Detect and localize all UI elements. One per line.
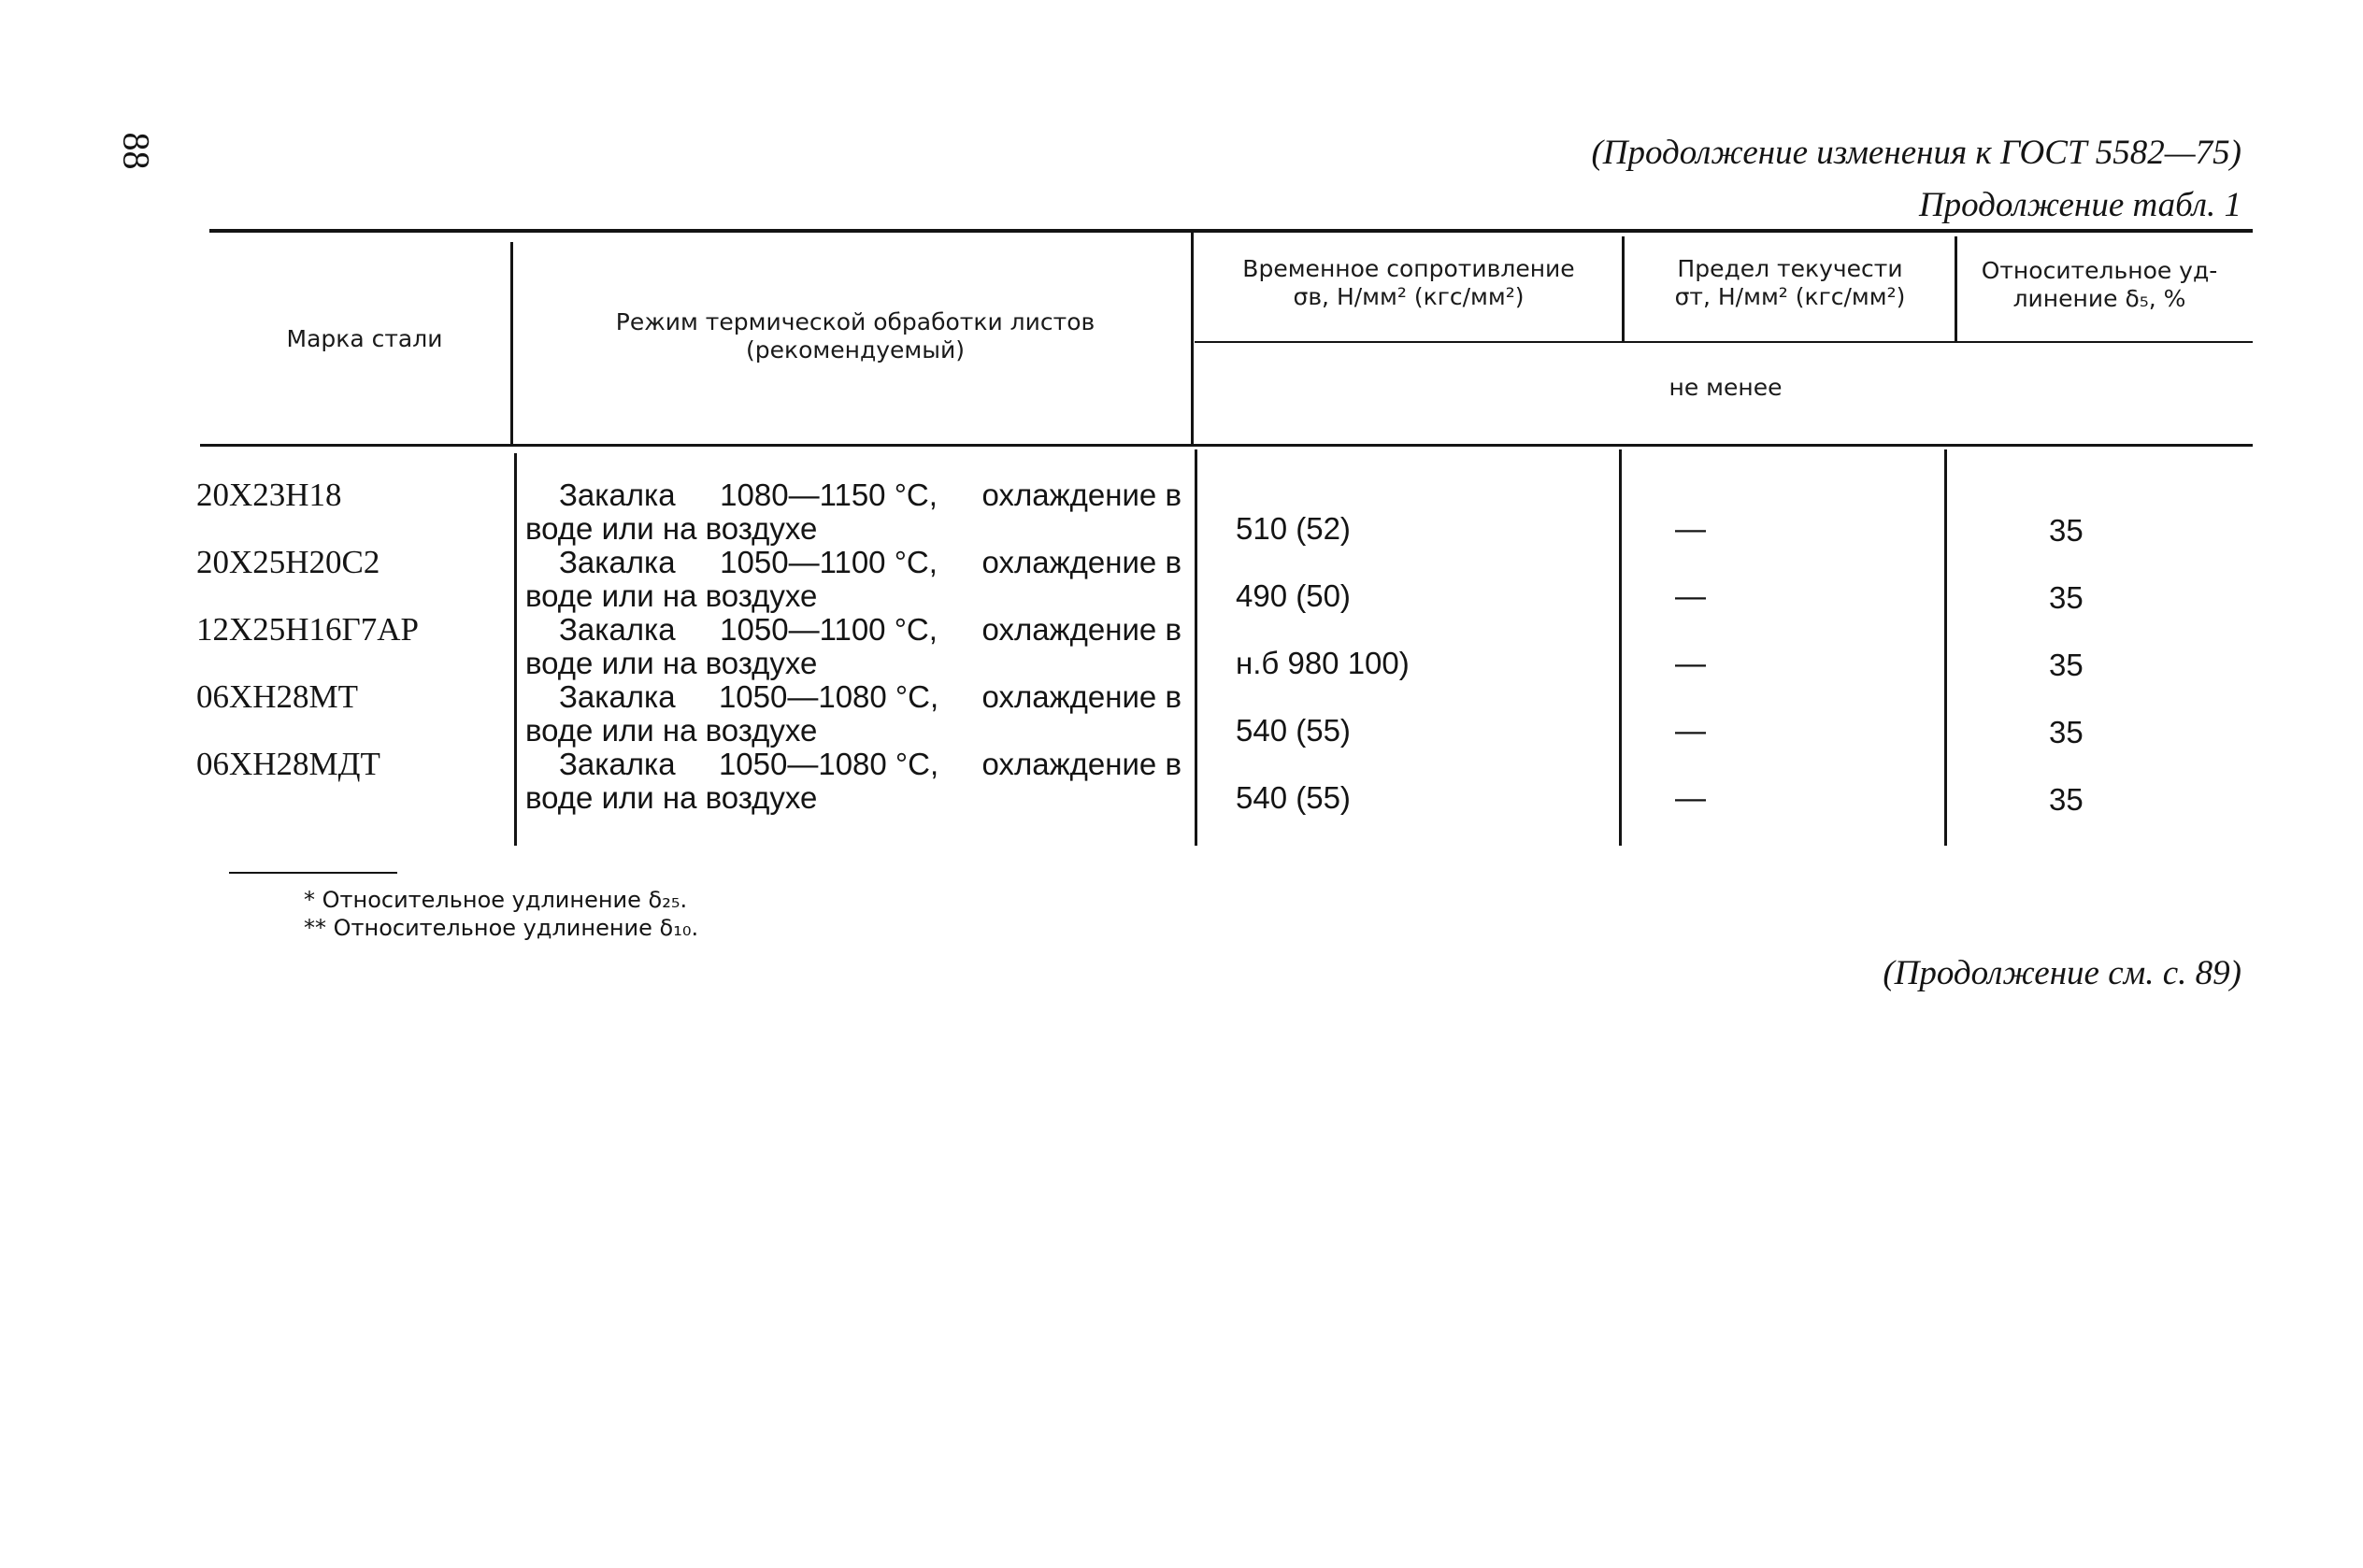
col-divider-3 <box>1622 236 1625 341</box>
row-2-tensile: 490 (50) <box>1236 578 1351 613</box>
header-tensile-line2: σв, Н/мм² (кгс/мм²) <box>1293 283 1525 310</box>
row-4-mode-line1 <box>525 680 1182 714</box>
header-elongation-line2: линение δ₅, % <box>2012 285 2186 312</box>
row-1-mode-b: 1080—1150 °С, <box>720 478 938 512</box>
row-1-tensile: 510 (52) <box>1236 511 1351 546</box>
row-2-elongation: 35 <box>2049 580 2084 615</box>
continuation-header: (Продолжение изменения к ГОСТ 5582—75) <box>1591 134 2241 172</box>
row-1-mode-line1 <box>525 478 1182 512</box>
row-3-elongation: 35 <box>2049 648 2084 682</box>
header-yield-line1: Предел текучести <box>1677 255 1903 282</box>
row-1-mode <box>525 478 1182 546</box>
row-1-grade: 20Х23Н18 <box>196 477 342 513</box>
row-5-mode-c: охлаждение в <box>981 747 1182 781</box>
header-mode-line2: (рекомендуемый) <box>745 336 966 363</box>
row-2-mode-b: 1050—1100 °С, <box>720 545 938 579</box>
row-3-mode-c: охлаждение в <box>981 612 1182 647</box>
header-mode-line1: Режим термической обработки листов <box>615 308 1096 335</box>
header-not-less-text: не менее <box>1668 374 1783 401</box>
table-top-rule <box>209 229 2253 233</box>
header-bottom-rule <box>200 444 2253 447</box>
row-1-yield: — <box>1675 511 1706 546</box>
steel-properties-table <box>196 229 2243 855</box>
row-3-mode <box>525 613 1182 680</box>
row-2-yield: — <box>1675 578 1706 613</box>
body-divider-2 <box>1195 449 1197 846</box>
header-elongation-line1: Относительное уд- <box>1981 257 2218 284</box>
row-1-elongation: 35 <box>2049 513 2084 548</box>
body-divider-4 <box>1944 449 1947 846</box>
header-tensile-line1: Временное сопротивление <box>1242 255 1575 282</box>
row-4-elongation: 35 <box>2049 715 2084 749</box>
table-continuation-label: Продолжение табл. 1 <box>1918 186 2241 224</box>
row-2-mode-line1 <box>525 546 1182 579</box>
row-4-mode <box>525 680 1182 748</box>
body-divider-3 <box>1619 449 1622 846</box>
col-divider-4 <box>1955 236 1957 341</box>
row-5-mode-line2: воде или на воздухе <box>525 780 818 815</box>
header-sub-rule <box>1195 341 2253 343</box>
row-2-mode-c: охлаждение в <box>981 545 1182 579</box>
row-4-yield: — <box>1675 713 1706 748</box>
row-5-grade: 06ХН28МДТ <box>196 746 380 782</box>
page-number: 88 <box>115 132 158 170</box>
row-5-mode-b: 1050—1080 °С, <box>718 747 939 781</box>
header-grade <box>215 325 514 353</box>
row-5-mode-line1 <box>525 748 1182 781</box>
row-3-mode-b: 1050—1100 °С, <box>720 612 938 647</box>
row-4-tensile: 540 (55) <box>1236 713 1351 748</box>
row-5-tensile: 540 (55) <box>1236 780 1351 815</box>
row-4-mode-line2: воде или на воздухе <box>525 713 818 748</box>
row-4-mode-a: Закалка <box>559 679 676 714</box>
row-4-mode-b: 1050—1080 °С, <box>718 679 939 714</box>
row-2-mode-a: Закалка <box>559 545 676 579</box>
header-yield <box>1626 255 1954 311</box>
row-4-grade: 06ХН28МТ <box>196 678 359 715</box>
row-1-mode-a: Закалка <box>559 478 676 512</box>
row-2-mode-line2: воде или на воздухе <box>525 578 818 613</box>
row-3-mode-line2: воде или на воздухе <box>525 646 818 680</box>
row-3-mode-a: Закалка <box>559 612 676 647</box>
row-5-yield: — <box>1675 780 1706 815</box>
row-1-mode-c: охлаждение в <box>981 478 1182 512</box>
footnote-divider <box>229 872 397 874</box>
footnote-2: ** Относительное удлинение δ₁₀. <box>304 915 699 941</box>
header-not-less <box>1198 374 2253 402</box>
header-grade-text: Марка стали <box>286 325 443 352</box>
continuation-note: (Продолжение см. с. 89) <box>1883 954 2241 992</box>
row-5-mode <box>525 748 1182 815</box>
row-3-yield: — <box>1675 646 1706 680</box>
row-1-mode-line2: воде или на воздухе <box>525 511 818 546</box>
row-2-grade: 20Х25Н20С2 <box>196 544 380 580</box>
row-3-tensile: н.б 980 100) <box>1236 646 1410 680</box>
header-elongation <box>1959 257 2240 313</box>
row-3-mode-line1 <box>525 613 1182 647</box>
row-5-elongation: 35 <box>2049 782 2084 817</box>
header-tensile <box>1198 255 1619 311</box>
row-2-mode <box>525 546 1182 613</box>
header-yield-line2: σт, Н/мм² (кгс/мм²) <box>1674 283 1906 310</box>
header-mode <box>519 308 1192 364</box>
footnote-1: * Относительное удлинение δ₂₅. <box>304 887 688 913</box>
row-3-grade: 12Х25Н16Г7АР <box>196 611 420 648</box>
body-divider-1 <box>514 453 517 846</box>
row-4-mode-c: охлаждение в <box>981 679 1182 714</box>
footnotes <box>304 886 698 942</box>
row-5-mode-a: Закалка <box>559 747 676 781</box>
